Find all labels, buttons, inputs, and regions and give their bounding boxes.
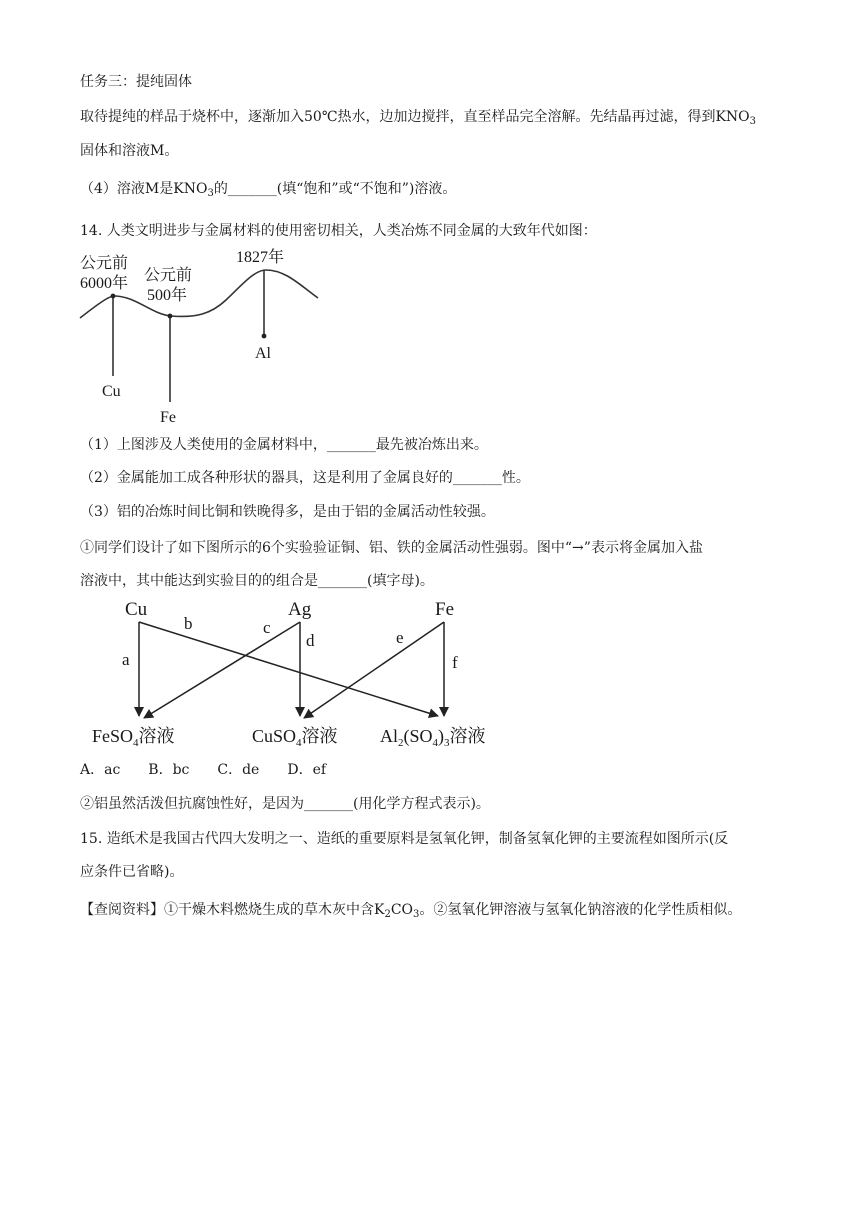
- solution-al2so43: $Al_2(SO_4)_3$溶液: [380, 726, 486, 749]
- question-14-sub2: （2）金属能加工成各种形状的器具，这是利用了金属良好的_______性。: [80, 470, 530, 486]
- diagram-metal-ag: Ag: [288, 599, 312, 620]
- question-4: [80, 179, 456, 204]
- question-14-sub3-1-line2: 溶液中，其中能达到实验目的的组合是_______(填字母)。: [80, 573, 434, 589]
- timeline-label-bc6000-line1: 公元前: [80, 255, 129, 272]
- question-14-stem: 14. 人类文明进步与金属材料的使用密切相关，人类冶炼不同金属的大致年代如图：: [80, 223, 597, 239]
- question-14-options: A．ac B．bc C．de D．ef: [80, 762, 327, 778]
- timeline-label-bc500-line2: 500年: [147, 287, 188, 304]
- arrow-label-c: c: [263, 618, 271, 637]
- metal-timeline-figure: [76, 244, 326, 430]
- question-14-sub1: （1）上图涉及人类使用的金属材料中，_______最先被冶炼出来。: [80, 437, 488, 453]
- arrow-e: [304, 622, 444, 718]
- subscript: 3: [749, 116, 757, 127]
- arrow-label-e: e: [396, 628, 404, 647]
- reference-text-end: 。②氢氧化钾溶液与氢氧化钠溶液的化学性质相似。: [419, 902, 742, 918]
- question-15-stem-line2: 应条件已省略)。: [80, 864, 184, 880]
- question-15-stem-line1: 15. 造纸术是我国古代四大发明之一、造纸的重要原料是氢氧化钾，制备氢氧化钾的主要流程如图所示(反: [80, 831, 729, 847]
- task3-paragraph-line2: 固体和溶液M。: [80, 143, 179, 159]
- solution-cuso4: CuSO$_4$溶液: [252, 726, 338, 749]
- arrow-label-d: d: [306, 631, 315, 650]
- task3-heading: 任务三：提纯固体: [80, 74, 192, 90]
- diagram-metal-cu: Cu: [125, 599, 148, 620]
- subscript: 3: [207, 188, 214, 199]
- question-14-sub3: （3）铝的冶炼时间比铜和铁晚得多，是由于铝的金属活动性较强。: [80, 504, 495, 520]
- task3-paragraph-text: 取待提纯的样品于烧杯中，逐渐加入50℃热水，边加边搅拌，直至样品完全溶解。先结晶再过滤，得到KNO: [80, 109, 750, 125]
- arrow-c: [144, 622, 300, 718]
- reference-text: 【查阅资料】①干燥木料燃烧生成的草木灰中含K: [80, 902, 385, 918]
- question-14-sub3-1-line1: ①同学们设计了如下图所示的6个实验验证铜、铝、铁的金属活动性强弱。图中“→”表示将金属加入盐: [80, 540, 703, 556]
- reference-text: CO: [390, 902, 414, 918]
- timeline-metal-al: Al: [255, 345, 271, 362]
- task3-paragraph-line1: [80, 107, 756, 132]
- arrow-label-b: b: [184, 614, 193, 633]
- timeline-metal-fe: Fe: [160, 409, 176, 426]
- arrow-label-f: f: [452, 653, 458, 672]
- timeline-label-bc6000-line2: 6000年: [80, 275, 129, 292]
- question-4-text-end: 的_______(填“饱和”或“不饱和”)溶液。: [213, 181, 457, 197]
- timeline-label-1827: 1827年: [236, 249, 285, 266]
- arrow-b: [139, 622, 438, 716]
- timeline-metal-cu: Cu: [102, 383, 121, 400]
- diagram-metal-fe: Fe: [435, 599, 454, 620]
- metal-activity-diagram: [78, 594, 510, 754]
- solution-feso4: FeSO$_4$溶液: [92, 726, 175, 749]
- timeline-label-bc500-line1: 公元前: [144, 267, 193, 284]
- timeline-dot-al: [262, 334, 267, 339]
- subscript: 2: [384, 909, 391, 920]
- arrow-label-a: a: [122, 650, 130, 669]
- timeline-dot-fe: [168, 314, 173, 319]
- question-15-reference-info: [80, 900, 741, 925]
- subscript: 3: [413, 909, 420, 920]
- question-4-text: （4）溶液M是KNO: [80, 181, 208, 197]
- timeline-dot-cu: [111, 294, 116, 299]
- question-14-sub3-2: ②铝虽然活泼但抗腐蚀性好，是因为_______(用化学方程式表示)。: [80, 796, 490, 812]
